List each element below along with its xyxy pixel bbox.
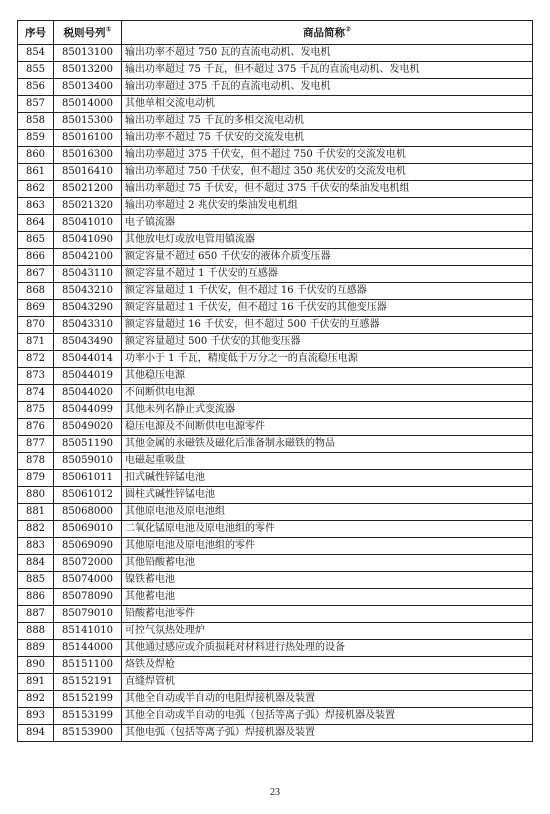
tariff-code-cell: 85069090: [54, 538, 122, 555]
table-row: [18, 674, 533, 691]
product-name-cell: 烙铁及焊枪: [122, 657, 533, 674]
product-name-cell: 其他金属的永磁铁及磁化后准备制永磁铁的物品: [122, 436, 533, 453]
table-row: [18, 538, 533, 555]
product-name-cell: 其他单相交流电动机: [122, 96, 533, 113]
product-name-cell: 输出功率超过 750 千伏安，但不超过 350 兆伏安的交流发电机: [122, 164, 533, 181]
header-serial-number: 序号: [18, 21, 54, 45]
tariff-code-cell: 85021320: [54, 198, 122, 215]
serial-number-cell: 890: [18, 657, 54, 674]
product-name-cell: 电子镇流器: [122, 215, 533, 232]
serial-number-cell: 872: [18, 351, 54, 368]
serial-number-cell: 871: [18, 334, 54, 351]
tariff-code-cell: 85061012: [54, 487, 122, 504]
table-row: [18, 419, 533, 436]
tariff-code-cell: 85013200: [54, 62, 122, 79]
serial-number-cell: 880: [18, 487, 54, 504]
serial-number-cell: 858: [18, 113, 54, 130]
table-row: [18, 249, 533, 266]
product-name-cell: 二氧化锰原电池及原电池组的零件: [122, 521, 533, 538]
tariff-code-cell: 85021200: [54, 181, 122, 198]
table-row: [18, 555, 533, 572]
product-name-cell: 扣式碱性锌锰电池: [122, 470, 533, 487]
table-row: [18, 470, 533, 487]
product-name-cell: 其他电弧（包括等离子弧）焊接机器及装置: [122, 725, 533, 742]
tariff-code-cell: 85059010: [54, 453, 122, 470]
table-row: [18, 691, 533, 708]
serial-number-cell: 884: [18, 555, 54, 572]
table-header-row: [18, 21, 533, 45]
product-name-cell: 不间断供电电源: [122, 385, 533, 402]
serial-number-cell: 886: [18, 589, 54, 606]
table-row: [18, 79, 533, 96]
tariff-code-cell: 85016300: [54, 147, 122, 164]
tariff-code-cell: 85079010: [54, 606, 122, 623]
tariff-code-cell: 85069010: [54, 521, 122, 538]
tariff-table: [17, 20, 533, 742]
product-name-cell: 功率小于 1 千瓦，精度低于万分之一的直流稳压电源: [122, 351, 533, 368]
serial-number-cell: 894: [18, 725, 54, 742]
tariff-code-cell: 85013400: [54, 79, 122, 96]
product-name-cell: 输出功率超过 375 千瓦的直流电动机、发电机: [122, 79, 533, 96]
serial-number-cell: 874: [18, 385, 54, 402]
serial-number-cell: 879: [18, 470, 54, 487]
product-name-cell: 其他放电灯或放电管用镇流器: [122, 232, 533, 249]
tariff-code-cell: 85074000: [54, 572, 122, 589]
tariff-code-cell: 85078090: [54, 589, 122, 606]
product-name-cell: 输出功率不超过 750 瓦的直流电动机、发电机: [122, 45, 533, 62]
tariff-code-cell: 85051190: [54, 436, 122, 453]
product-name-cell: 额定容量不超过 1 千伏安的互感器: [122, 266, 533, 283]
product-name-cell: 其他通过感应或介质损耗对材料进行热处理的设备: [122, 640, 533, 657]
serial-number-cell: 873: [18, 368, 54, 385]
header-tariff-code: 税则号列①: [54, 21, 122, 45]
serial-number-cell: 869: [18, 300, 54, 317]
tariff-code-cell: 85016100: [54, 130, 122, 147]
product-name-cell: 铅酸蓄电池零件: [122, 606, 533, 623]
serial-number-cell: 860: [18, 147, 54, 164]
table-row: [18, 334, 533, 351]
serial-number-cell: 887: [18, 606, 54, 623]
serial-number-cell: 856: [18, 79, 54, 96]
serial-number-cell: 868: [18, 283, 54, 300]
serial-number-cell: 870: [18, 317, 54, 334]
tariff-code-cell: 85041010: [54, 215, 122, 232]
tariff-code-cell: 85014000: [54, 96, 122, 113]
table-row: [18, 487, 533, 504]
tariff-code-cell: 85044014: [54, 351, 122, 368]
product-name-cell: 额定容量超过 500 千伏安的其他变压器: [122, 334, 533, 351]
table-row: [18, 589, 533, 606]
table-row: [18, 62, 533, 79]
table-row: [18, 198, 533, 215]
tariff-code-cell: 85068000: [54, 504, 122, 521]
product-name-cell: 其他未列名静止式变流器: [122, 402, 533, 419]
tariff-code-cell: 85043210: [54, 283, 122, 300]
table-row: [18, 351, 533, 368]
product-name-cell: 输出功率超过 75 千瓦的多相交流电动机: [122, 113, 533, 130]
serial-number-cell: 855: [18, 62, 54, 79]
table-row: [18, 453, 533, 470]
table-row: [18, 317, 533, 334]
product-name-cell: 输出功率超过 75 千瓦，但不超过 375 千瓦的直流电动机、发电机: [122, 62, 533, 79]
product-name-cell: 其他蓄电池: [122, 589, 533, 606]
table-row: [18, 283, 533, 300]
table-row: [18, 300, 533, 317]
serial-number-cell: 867: [18, 266, 54, 283]
tariff-code-cell: 85013100: [54, 45, 122, 62]
product-name-cell: 额定容量不超过 650 千伏安的液体介质变压器: [122, 249, 533, 266]
product-name-cell: 输出功率不超过 75 千伏安的交流发电机: [122, 130, 533, 147]
table-row: [18, 113, 533, 130]
serial-number-cell: 883: [18, 538, 54, 555]
product-name-cell: 其他原电池及原电池组的零件: [122, 538, 533, 555]
serial-number-cell: 892: [18, 691, 54, 708]
tariff-code-cell: 85044020: [54, 385, 122, 402]
product-name-cell: 其他稳压电源: [122, 368, 533, 385]
tariff-code-cell: 85153199: [54, 708, 122, 725]
serial-number-cell: 876: [18, 419, 54, 436]
product-name-cell: 其他原电池及原电池组: [122, 504, 533, 521]
footnote-marker-2: ②: [345, 25, 351, 34]
header-product-name: 商品简称②: [122, 21, 533, 45]
table-row: [18, 606, 533, 623]
tariff-code-cell: 85043490: [54, 334, 122, 351]
serial-number-cell: 881: [18, 504, 54, 521]
table-row: [18, 521, 533, 538]
tariff-code-cell: 85152191: [54, 674, 122, 691]
serial-number-cell: 863: [18, 198, 54, 215]
tariff-code-cell: 85049020: [54, 419, 122, 436]
serial-number-cell: 865: [18, 232, 54, 249]
table-row: [18, 232, 533, 249]
tariff-code-cell: 85044099: [54, 402, 122, 419]
serial-number-cell: 877: [18, 436, 54, 453]
product-name-cell: 镍铁蓄电池: [122, 572, 533, 589]
serial-number-cell: 878: [18, 453, 54, 470]
table-row: [18, 215, 533, 232]
product-name-cell: 稳压电源及不间断供电电源零件: [122, 419, 533, 436]
product-name-cell: 其他铅酸蓄电池: [122, 555, 533, 572]
table-row: [18, 402, 533, 419]
table-row: [18, 130, 533, 147]
tariff-code-cell: 85072000: [54, 555, 122, 572]
product-name-cell: 输出功率超过 2 兆伏安的柴油发电机组: [122, 198, 533, 215]
serial-number-cell: 882: [18, 521, 54, 538]
product-name-cell: 额定容量超过 1 千伏安，但不超过 16 千伏安的其他变压器: [122, 300, 533, 317]
tariff-code-cell: 85015300: [54, 113, 122, 130]
table-row: [18, 504, 533, 521]
tariff-code-cell: 85041090: [54, 232, 122, 249]
tariff-code-cell: 85144000: [54, 640, 122, 657]
table-row: [18, 266, 533, 283]
serial-number-cell: 864: [18, 215, 54, 232]
table-row: [18, 708, 533, 725]
serial-number-cell: 888: [18, 623, 54, 640]
product-name-cell: 输出功率超过 375 千伏安，但不超过 750 千伏安的交流发电机: [122, 147, 533, 164]
product-name-cell: 电磁起重吸盘: [122, 453, 533, 470]
table-row: [18, 725, 533, 742]
serial-number-cell: 875: [18, 402, 54, 419]
product-name-cell: 直缝焊管机: [122, 674, 533, 691]
product-name-cell: 输出功率超过 75 千伏安，但不超过 375 千伏安的柴油发电机组: [122, 181, 533, 198]
footnote-marker-1: ①: [105, 25, 112, 34]
table-row: [18, 164, 533, 181]
table-row: [18, 96, 533, 113]
serial-number-cell: 859: [18, 130, 54, 147]
product-name-cell: 额定容量超过 1 千伏安，但不超过 16 千伏安的互感器: [122, 283, 533, 300]
serial-number-cell: 862: [18, 181, 54, 198]
serial-number-cell: 893: [18, 708, 54, 725]
table-row: [18, 436, 533, 453]
tariff-code-cell: 85151100: [54, 657, 122, 674]
tariff-code-cell: 85043110: [54, 266, 122, 283]
product-name-cell: 额定容量超过 16 千伏安，但不超过 500 千伏安的互感器: [122, 317, 533, 334]
tariff-code-cell: 85043290: [54, 300, 122, 317]
serial-number-cell: 891: [18, 674, 54, 691]
page-number: 23: [270, 787, 280, 798]
serial-number-cell: 861: [18, 164, 54, 181]
product-name-cell: 其他全自动或半自动的电阻焊接机器及装置: [122, 691, 533, 708]
tariff-code-cell: 85061011: [54, 470, 122, 487]
tariff-code-cell: 85042100: [54, 249, 122, 266]
serial-number-cell: 854: [18, 45, 54, 62]
tariff-code-cell: 85152199: [54, 691, 122, 708]
product-name-cell: 可控气氛热处理炉: [122, 623, 533, 640]
table-row: [18, 45, 533, 62]
serial-number-cell: 857: [18, 96, 54, 113]
tariff-code-cell: 85043310: [54, 317, 122, 334]
serial-number-cell: 866: [18, 249, 54, 266]
tariff-code-cell: 85016410: [54, 164, 122, 181]
tariff-code-cell: 85044019: [54, 368, 122, 385]
table-row: [18, 640, 533, 657]
table-row: [18, 368, 533, 385]
table-row: [18, 147, 533, 164]
serial-number-cell: 889: [18, 640, 54, 657]
tariff-code-cell: 85141010: [54, 623, 122, 640]
tariff-code-cell: 85153900: [54, 725, 122, 742]
table-row: [18, 623, 533, 640]
serial-number-cell: 885: [18, 572, 54, 589]
product-name-cell: 圆柱式碱性锌锰电池: [122, 487, 533, 504]
table-row: [18, 181, 533, 198]
product-name-cell: 其他全自动或半自动的电弧（包括等离子弧）焊接机器及装置: [122, 708, 533, 725]
table-row: [18, 385, 533, 402]
table-row: [18, 572, 533, 589]
table-row: [18, 657, 533, 674]
